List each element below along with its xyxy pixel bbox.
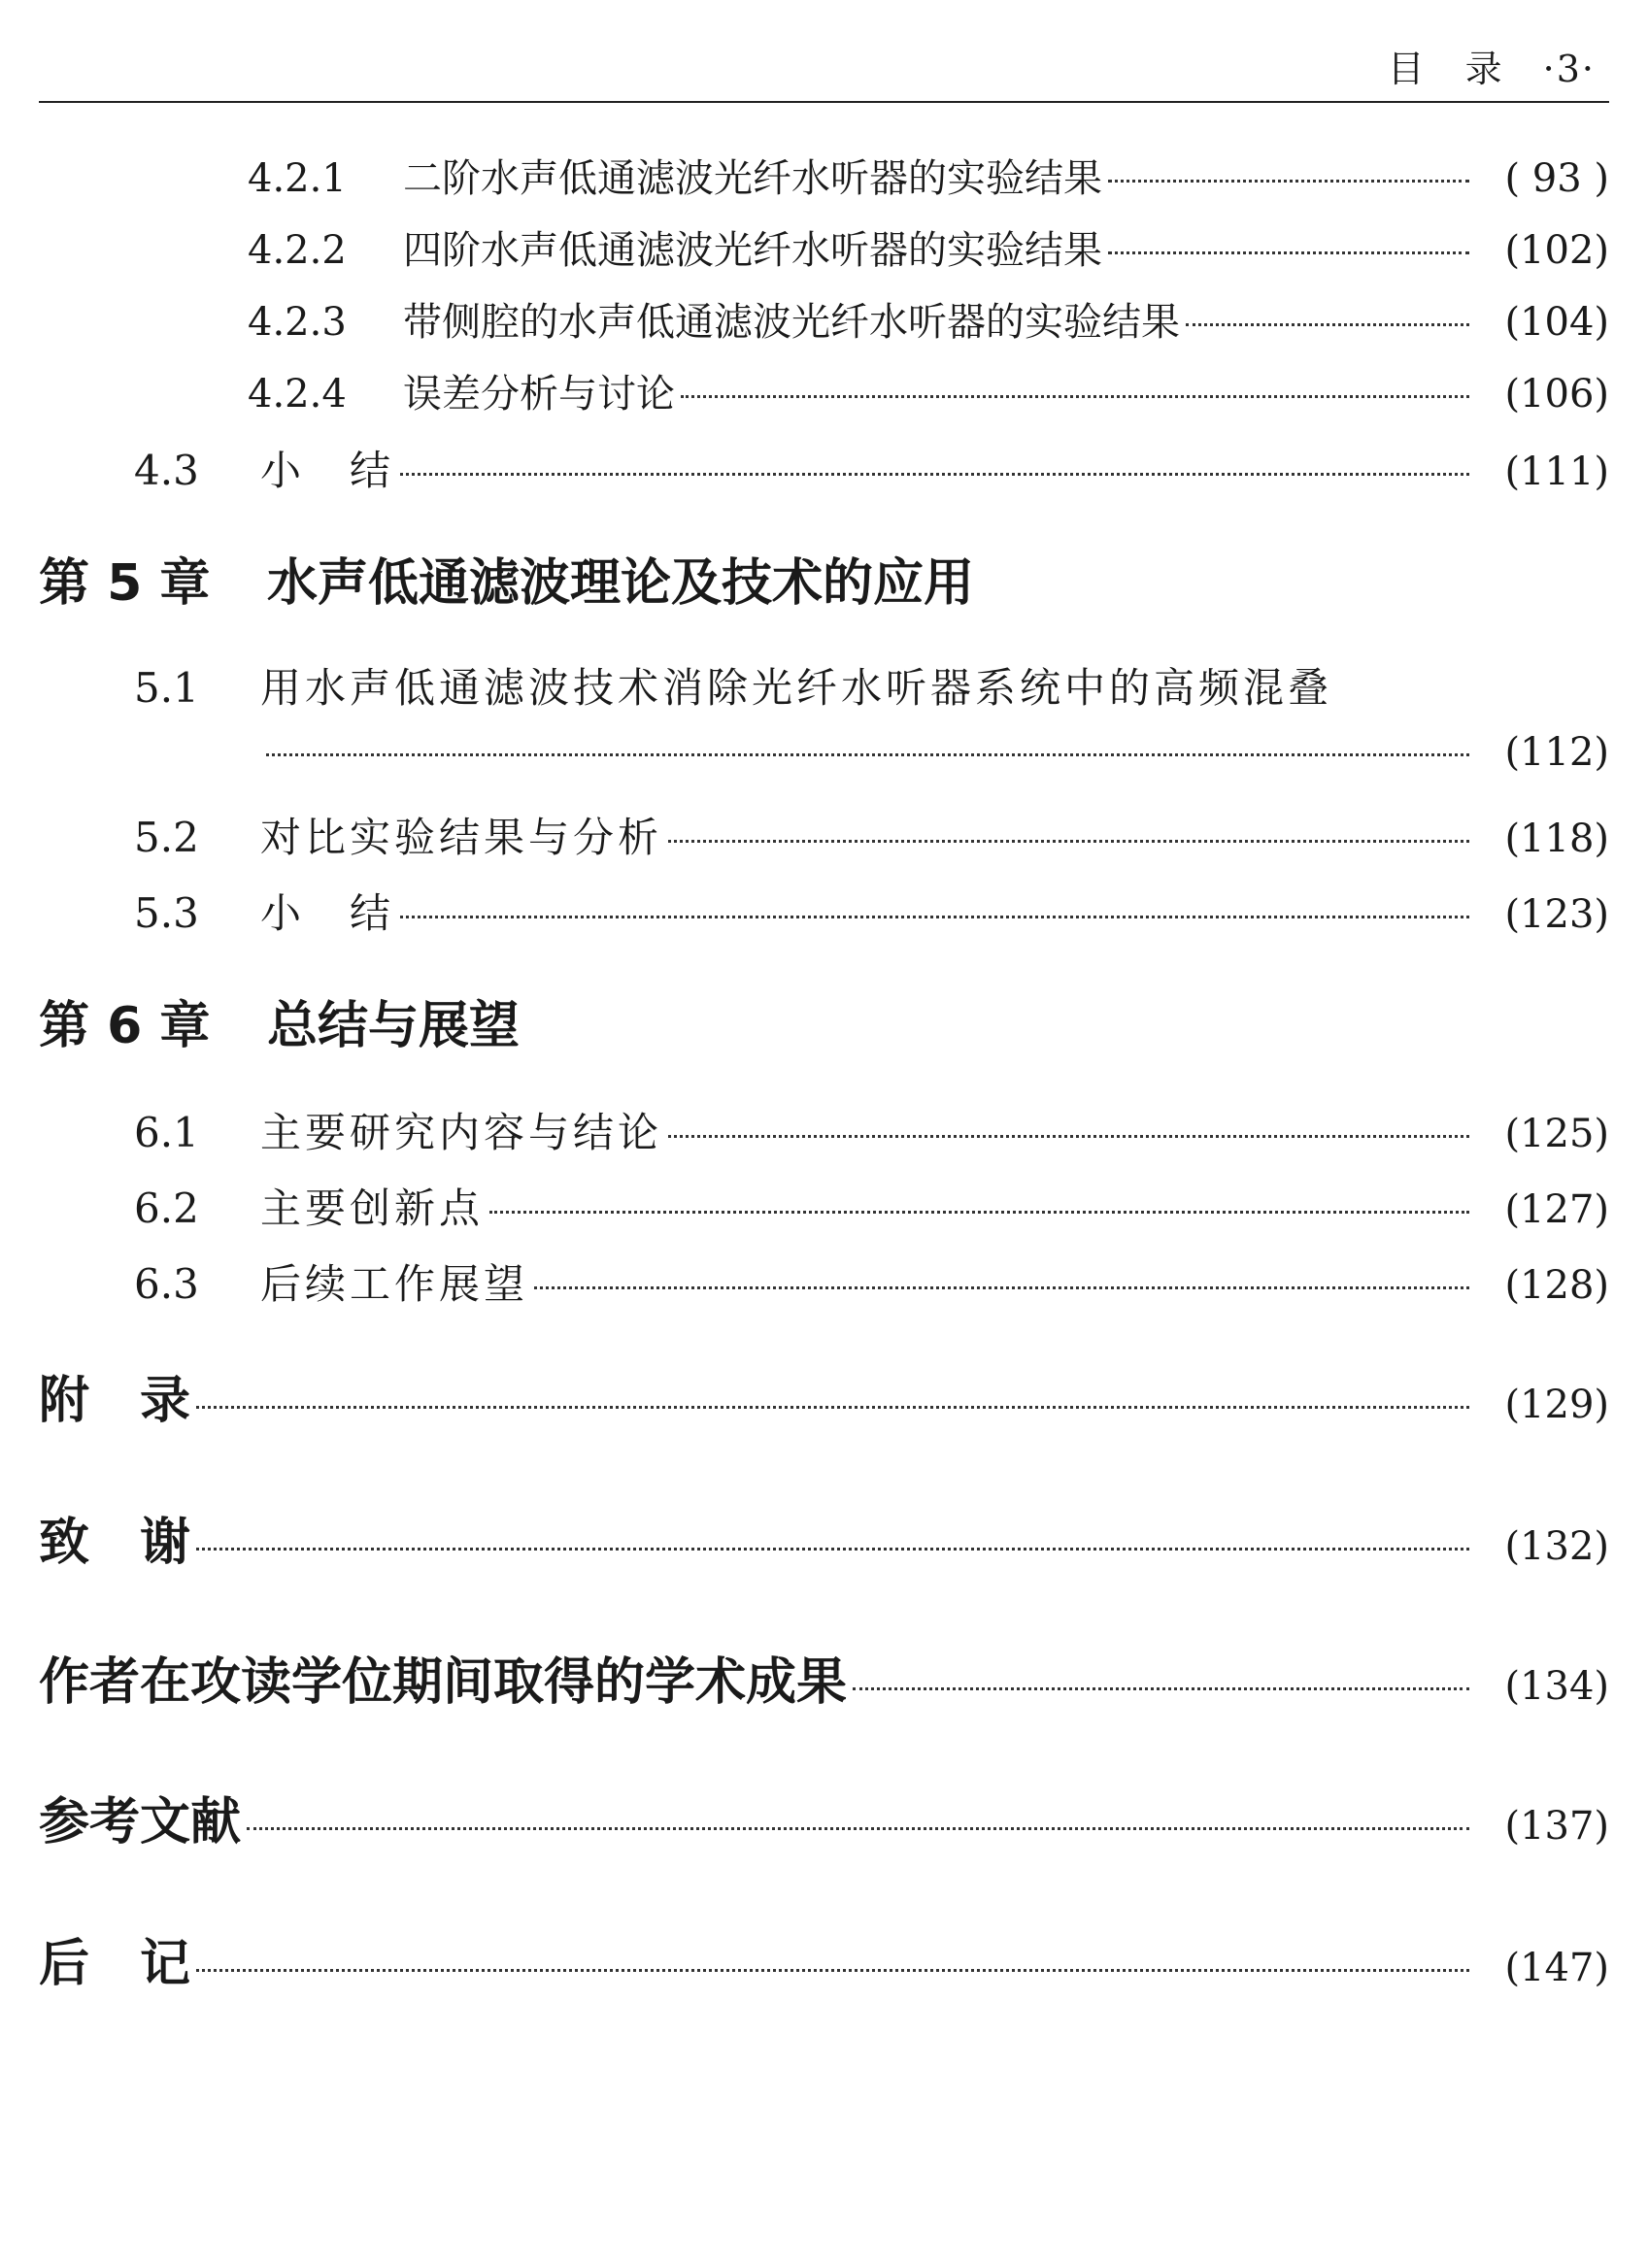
- toc-backmatter[interactable]: [0, 1922, 1648, 1995]
- entry-number: 5.2: [134, 814, 199, 861]
- entry-page: (147): [1504, 1946, 1609, 1990]
- toc-entry[interactable]: [0, 219, 1648, 275]
- chapter-number: 第 5 章: [39, 554, 211, 613]
- entry-page: (112): [1504, 730, 1609, 775]
- dot-leader: [668, 1135, 1469, 1138]
- entry-page: (134): [1504, 1664, 1609, 1709]
- chapter-title: 水声低通滤波理论及技术的应用: [267, 554, 975, 613]
- header-rule: [39, 101, 1609, 103]
- chapter-heading[interactable]: [0, 542, 1648, 615]
- entry-page: (132): [1504, 1524, 1609, 1569]
- chapter-heading[interactable]: [0, 984, 1648, 1057]
- entry-page: (102): [1504, 228, 1609, 273]
- toc-entry[interactable]: [0, 882, 1648, 940]
- entry-number: 4.2.2: [248, 228, 347, 273]
- dot-leader: [247, 1827, 1469, 1830]
- dot-leader: [1108, 180, 1469, 183]
- dot-leader: [400, 916, 1469, 918]
- entry-title: 后续工作展望: [260, 1260, 529, 1308]
- dot-leader: [534, 1286, 1469, 1289]
- entry-number: 6.1: [134, 1109, 199, 1156]
- toc-entry[interactable]: [0, 1101, 1648, 1159]
- toc-entry[interactable]: [0, 291, 1648, 347]
- entry-number: 5.3: [134, 889, 199, 937]
- dot-leader: [1186, 323, 1469, 326]
- entry-number: 6.2: [134, 1184, 199, 1232]
- toc-entry[interactable]: [0, 363, 1648, 418]
- toc-entry[interactable]: [0, 1177, 1648, 1235]
- entry-page: (137): [1504, 1804, 1609, 1849]
- entry-title: 对比实验结果与分析: [260, 814, 663, 861]
- chapter-number: 第 6 章: [39, 997, 211, 1055]
- page-number: ·3·: [1542, 48, 1596, 90]
- entry-page: (123): [1504, 892, 1609, 937]
- entry-title: 小 结: [260, 447, 395, 494]
- entry-page: (118): [1504, 817, 1609, 861]
- entry-page: (104): [1504, 300, 1609, 345]
- chapter-title: 总结与展望: [267, 997, 521, 1055]
- dot-leader: [489, 1211, 1469, 1214]
- dot-leader: [196, 1548, 1469, 1551]
- entry-title: 主要研究内容与结论: [260, 1109, 663, 1156]
- entry-number: 4.2.1: [248, 156, 347, 201]
- entry-title: 致 谢: [39, 1514, 191, 1572]
- entry-number: 6.3: [134, 1260, 199, 1308]
- dot-leader: [681, 395, 1469, 398]
- toc-backmatter[interactable]: [0, 1359, 1648, 1432]
- entry-title: 作者在攻读学位期间取得的学术成果: [39, 1653, 848, 1712]
- entry-title: 参考文献: [39, 1793, 242, 1851]
- entry-title: 四阶水声低通滤波光纤水听器的实验结果: [403, 228, 1102, 273]
- toc-entry-continuation[interactable]: [0, 730, 1648, 775]
- toc-entry[interactable]: [0, 1252, 1648, 1311]
- entry-page: (106): [1504, 372, 1609, 417]
- toc-entry[interactable]: [0, 656, 1648, 715]
- entry-title: 带侧腔的水声低通滤波光纤水听器的实验结果: [403, 300, 1180, 345]
- entry-title: 主要创新点: [260, 1184, 485, 1232]
- entry-title: 用水声低通滤波技术消除光纤水听器系统中的高频混叠: [260, 664, 1333, 712]
- entry-title: 二阶水声低通滤波光纤水听器的实验结果: [403, 156, 1102, 201]
- dot-leader: [196, 1406, 1469, 1409]
- toc-backmatter[interactable]: [0, 1641, 1648, 1714]
- dot-leader: [400, 473, 1469, 476]
- entry-page: (129): [1504, 1383, 1609, 1427]
- entry-page: (127): [1504, 1187, 1609, 1232]
- entry-page: (125): [1504, 1112, 1609, 1156]
- entry-page: (128): [1504, 1263, 1609, 1308]
- entry-title: 小 结: [260, 889, 395, 937]
- entry-page: ( 93 ): [1504, 156, 1609, 201]
- dot-leader: [853, 1687, 1469, 1690]
- toc-entry[interactable]: [0, 148, 1648, 203]
- entry-title: 附 录: [39, 1372, 191, 1430]
- entry-number: 4.2.3: [248, 300, 347, 345]
- dot-leader: [266, 753, 1469, 756]
- dot-leader: [196, 1969, 1469, 1972]
- entry-page: (111): [1504, 450, 1609, 494]
- running-head: [1388, 39, 1596, 92]
- entry-title: 误差分析与讨论: [403, 372, 675, 417]
- dot-leader: [668, 840, 1469, 843]
- toc-backmatter[interactable]: [0, 1781, 1648, 1853]
- entry-number: 4.3: [134, 447, 199, 494]
- entry-number: 5.1: [134, 664, 199, 712]
- entry-number: 4.2.4: [248, 372, 347, 417]
- dot-leader: [1108, 251, 1469, 254]
- toc-entry[interactable]: [0, 806, 1648, 864]
- toc-entry[interactable]: [0, 439, 1648, 497]
- entry-title: 后 记: [39, 1935, 191, 1993]
- running-title: 目 录: [1387, 48, 1504, 90]
- toc-backmatter[interactable]: [0, 1501, 1648, 1574]
